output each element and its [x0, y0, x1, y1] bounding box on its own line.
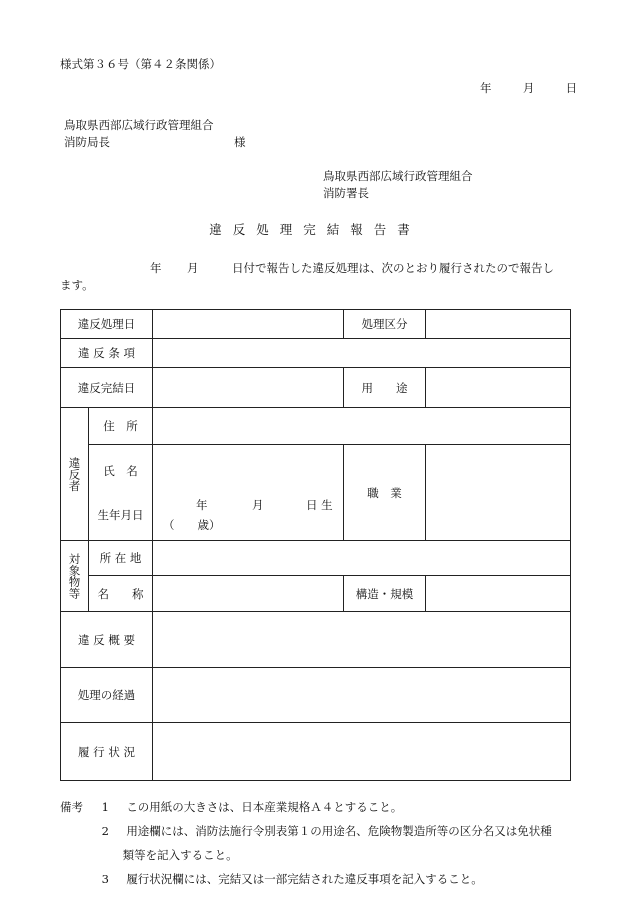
addressee-block [64, 117, 246, 151]
sender-line1: 鳥取県西部広域行政管理組合 [323, 169, 473, 183]
note-row-2-cont [60, 843, 552, 867]
field-fulfillment-status[interactable] [153, 723, 571, 781]
intro-text: 日付で報告した違反処理は、次のとおり履行されたので報告し [232, 261, 554, 275]
dob-year-label: 年 [196, 498, 208, 512]
notes-section [60, 795, 552, 891]
note-text: 履行状況欄には、完結又は一部完結された違反事項を記入すること。 [126, 872, 483, 886]
field-usage[interactable] [426, 368, 571, 408]
note-row-1 [60, 795, 552, 819]
note-number: 3 [101, 872, 109, 886]
label-occupation: 職 業 [344, 445, 426, 541]
label-usage: 用 途 [344, 368, 426, 408]
field-processing-category[interactable] [426, 310, 571, 339]
label-object-group [61, 541, 89, 612]
label-violation-summary: 違 反 概 要 [61, 612, 153, 668]
violator-group-text: 違反者 [67, 456, 82, 492]
label-location: 所 在 地 [89, 541, 153, 576]
note-row-2 [60, 819, 552, 843]
field-violation-date[interactable] [153, 310, 344, 339]
intro-month-label: 月 [187, 261, 199, 275]
field-completion-date[interactable] [153, 368, 344, 408]
field-violation-clause[interactable] [153, 339, 571, 368]
label-violator-group [61, 408, 89, 541]
intro-line-2: ます。 [60, 278, 94, 292]
addressee-honorific: 様 [234, 135, 246, 149]
date-year-label: 年 [480, 81, 492, 95]
label-processing-category: 処理区分 [344, 310, 426, 339]
sender-line2: 消防署長 [323, 186, 369, 200]
label-object-name: 名 称 [89, 576, 153, 612]
object-group-text: 対象物等 [67, 553, 82, 599]
label-violation-clause: 違 反 条 項 [61, 339, 153, 368]
label-completion-date: 違反完結日 [61, 368, 153, 408]
addressee-line2: 消防局長 [64, 135, 110, 149]
note-text: この用紙の大きさは、日本産業規格Ａ４とすること。 [126, 800, 403, 814]
note-text: 類等を記入すること。 [122, 848, 238, 862]
date-day-label: 日 [565, 81, 578, 95]
sender-block [323, 168, 473, 202]
label-birthdate: 生年月日 [97, 507, 144, 522]
note-row-3 [60, 867, 552, 891]
date-month-label: 月 [522, 81, 535, 95]
note-text: 用途欄には、消防法施行令別表第１の用途名、危険物製造所等の区分名又は免状種 [126, 824, 552, 838]
label-name-birthdate [89, 445, 153, 541]
label-fulfillment-status: 履 行 状 況 [61, 723, 153, 781]
dob-age-label: （ 歳） [163, 518, 221, 532]
label-structure-scale: 構造・規模 [344, 576, 426, 612]
dob-day-label: 日 生 [306, 498, 333, 512]
label-violation-date: 違反処理日 [61, 310, 153, 339]
field-occupation[interactable] [426, 445, 571, 541]
field-object-name[interactable] [153, 576, 344, 612]
field-location[interactable] [153, 541, 571, 576]
field-violation-summary[interactable] [153, 612, 571, 668]
report-table [60, 309, 571, 781]
note-number: 2 [101, 824, 109, 838]
document-title: 違反処理完結報告書 [209, 222, 421, 237]
field-processing-progress[interactable] [153, 668, 571, 723]
form-number: 様式第３６号（第４２条関係） [60, 57, 221, 71]
notes-label: 備考 [60, 800, 83, 814]
field-address[interactable] [153, 408, 571, 445]
addressee-line1: 鳥取県西部広域行政管理組合 [64, 118, 214, 132]
label-name: 氏 名 [103, 463, 138, 478]
dob-month-label: 月 [252, 498, 264, 512]
intro-year-label: 年 [150, 261, 162, 275]
label-processing-progress: 処理の経過 [61, 668, 153, 723]
field-structure-scale[interactable] [426, 576, 571, 612]
field-name-birthdate[interactable] [153, 445, 344, 541]
label-address: 住 所 [89, 408, 153, 445]
note-number: 1 [101, 800, 109, 814]
report-date [480, 80, 577, 96]
